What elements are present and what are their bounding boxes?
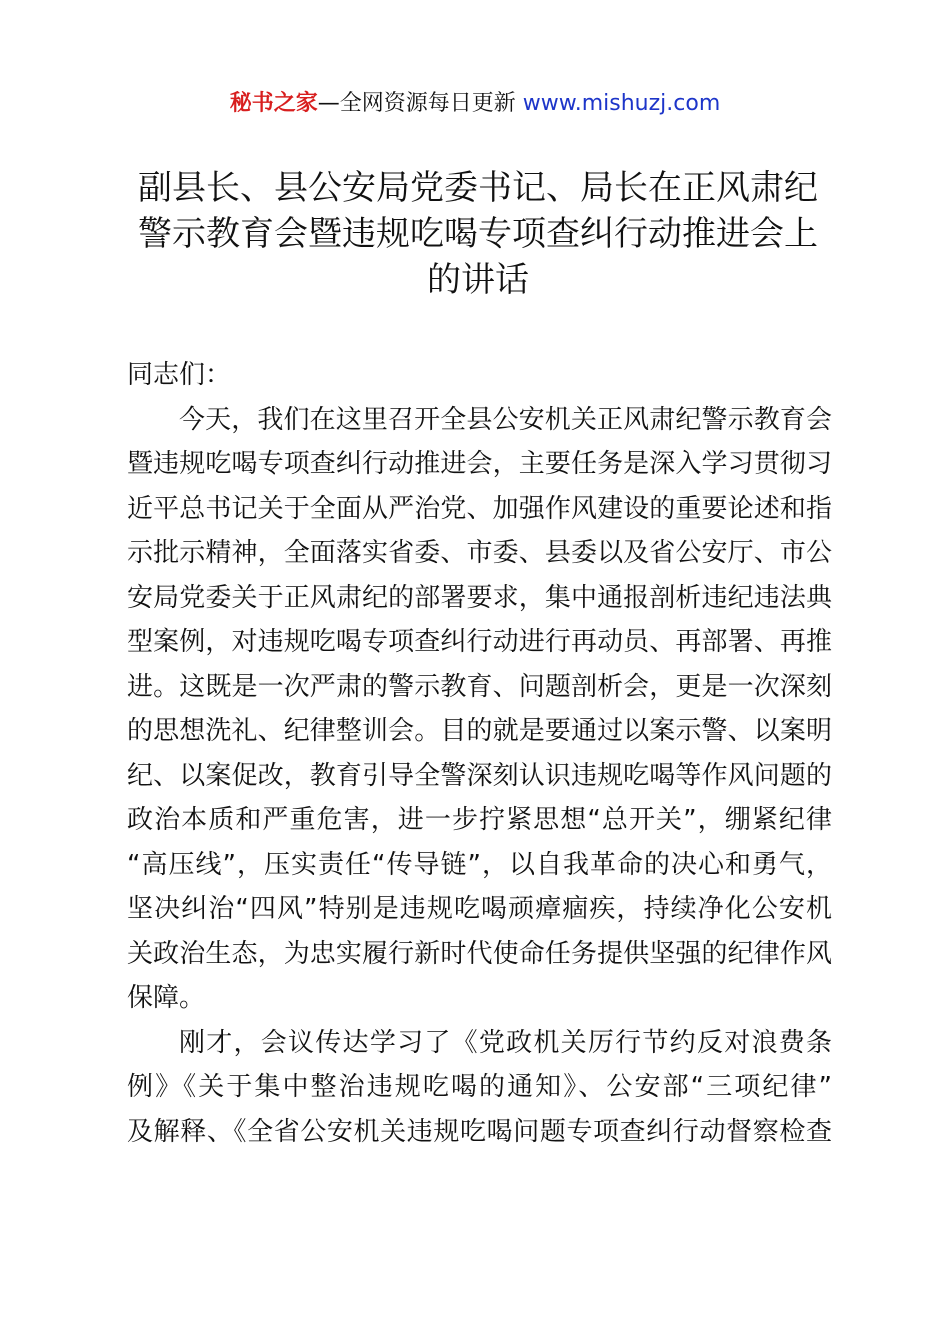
- paragraph-line: 型案例，对违规吃喝专项查纠行动进行再动员、再部署、再推: [127, 627, 832, 657]
- paragraph-line: 近平总书记关于全面从严治党、加强作风建设的重要论述和指: [127, 493, 832, 524]
- document-title: [120, 165, 836, 303]
- paragraph-line: “高压线”，压实责任“传导链”，以自我革命的决心和勇气，: [127, 849, 832, 880]
- paragraph-line: 暨违规吃喝专项查纠行动推进会，主要任务是深入学习贯彻习: [127, 449, 832, 479]
- site-header: [0, 88, 950, 120]
- paragraph-line: 的思想洗礼、纪律整训会。目的就是要通过以案示警、以案明: [127, 716, 832, 746]
- paragraph-line: 及解释、《全省公安机关违规吃喝问题专项查纠行动督察检查: [127, 1116, 832, 1147]
- paragraph-line: 进。这既是一次严肃的警示教育、问题剖析会，更是一次深刻: [127, 671, 832, 702]
- document-body: [127, 353, 832, 1154]
- paragraph-line: 坚决纠治“四风”特别是违规吃喝顽瘴痼疾，持续净化公安机: [127, 894, 832, 924]
- paragraph-line: 纪、以案促改，教育引导全警深刻认识违规吃喝等作风问题的: [127, 760, 832, 791]
- header-tagline: —全网资源每日更新: [317, 91, 523, 116]
- paragraph-1: [127, 398, 832, 1021]
- site-url-link[interactable]: www.mishuzj.com: [522, 91, 721, 116]
- paragraph-line: 示批示精神，全面落实省委、市委、县委以及省公安厅、市公: [127, 538, 832, 568]
- paragraph-line: 安局党委关于正风肃纪的部署要求，集中通报剖析违纪违法典: [127, 582, 832, 613]
- paragraph-2: [127, 1021, 832, 1155]
- paragraph-line: 今天，我们在这里召开全县公安机关正风肃纪警示教育会: [179, 404, 832, 435]
- paragraph-line: 关政治生态，为忠实履行新时代使命任务提供坚强的纪律作风: [127, 938, 832, 969]
- paragraph-line: 保障。: [127, 983, 206, 1013]
- title-line: 警示教育会暨违规吃喝专项查纠行动推进会上: [138, 214, 818, 254]
- paragraph-line: 刚才，会议传达学习了《党政机关厉行节约反对浪费条: [179, 1027, 832, 1058]
- title-line: 的讲话: [427, 260, 529, 300]
- salutation: 同志们：: [127, 360, 232, 390]
- paragraph-line: 政治本质和严重危害，进一步拧紧思想“总开关”，绷紧纪律: [127, 805, 832, 835]
- brand-name: 秘书之家: [229, 91, 318, 116]
- title-line: 副县长、县公安局党委书记、局长在正风肃纪: [138, 168, 818, 208]
- paragraph-line: 例》《关于集中整治违规吃喝的通知》、公安部“三项纪律”: [127, 1072, 832, 1102]
